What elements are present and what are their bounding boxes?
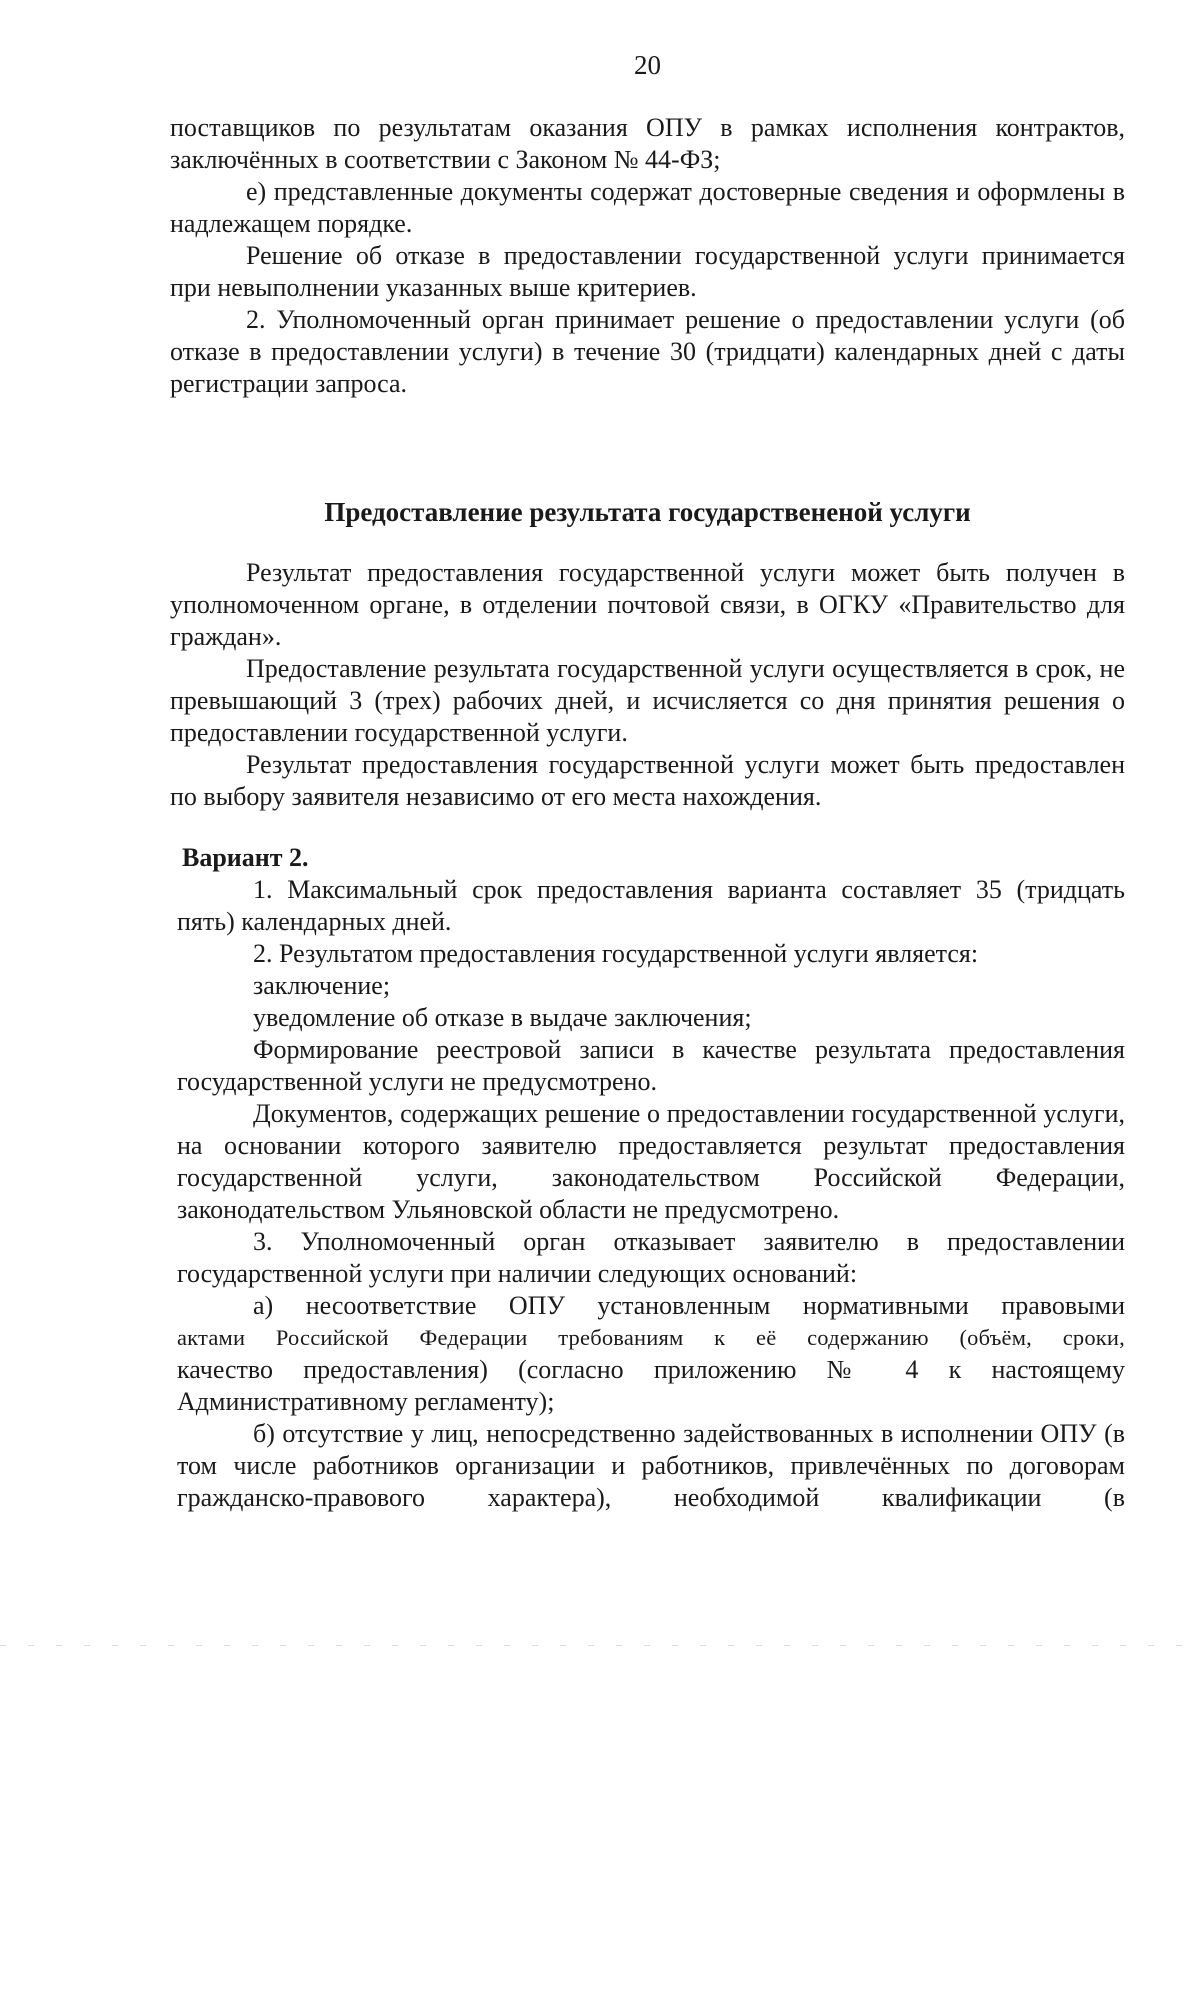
list-item-conclusion: заключение; [253, 971, 391, 1000]
scan-artifact-line [0, 1645, 1200, 1646]
paragraph-registry-record: Формирование реестровой записи в качестве результата предоставления государственной услуги не предусмотрено. [177, 1035, 1125, 1096]
paragraph-suppliers: поставщиков по результатам оказания ОПУ в рамках исполнения контрактов, заключённых в соответствии с Законом № 44-ФЗ; [170, 113, 1125, 174]
paragraph-result-is: 2. Результатом предоставления государственной услуги является: [253, 939, 979, 968]
paragraph-documents: Документов, содержащих решение о предоставлении государственной услуги, на основании которого заявителю предоставляется результат предоставления государственной услуги, законодательством Российской Федерации, законодательством Ульяновской области не предусмотрено. [177, 1099, 1125, 1224]
list-item-refusal-notice: уведомление об отказе в выдаче заключения; [253, 1003, 752, 1032]
top-section [170, 112, 1125, 400]
variant-title: Вариант 2. [182, 843, 309, 872]
paragraph-result-choice: Результат предоставления государственной услуги может быть предоставлен по выбору заявителя независимо от его места нахождения. [170, 750, 1125, 811]
paragraph-refusal-grounds: 3. Уполномоченный орган отказывает заявителю в предоставлении государственной услуги при наличии следующих оснований: [177, 1227, 1125, 1288]
paragraph-max-term: 1. Максимальный срок предоставления варианта составляет 35 (тридцать пять) календарных дней. [177, 875, 1125, 936]
paragraph-result-obtaining: Результат предоставления государственной услуги может быть получен в уполномоченном органе, в отделении почтовой связи, в ОГКУ «Правительство для граждан». [170, 558, 1125, 651]
paragraph-result-term: Предоставление результата государственной услуги осуществляется в срок, не превышающий 3 (трех) рабочих дней, и исчисляется со дня принятия решения о предоставлении государственной услуги. [170, 654, 1125, 747]
page-number: 20 [634, 50, 661, 80]
paragraph-item-e: е) представленные документы содержат достоверные сведения и оформлены в надлежащем порядке. [170, 177, 1125, 238]
paragraph-item-b: б) отсутствие у лиц, непосредственно задействованных в исполнении ОПУ (в том числе работников организации и работников, привлечённых по договорам гражданско-правового характера), необходимой квалификации (в [177, 1419, 1125, 1512]
paragraph-refusal-decision: Решение об отказе в предоставлении государственной услуги принимается при невыполнении указанных выше критериев. [170, 241, 1125, 302]
paragraph-item-a-line1: а) несоответствие ОПУ установленным нормативными правовыми [253, 1291, 1125, 1320]
variant-section [177, 842, 1125, 1514]
paragraph-item-a-line2: актами Российской Федерации требованиям к её содержанию (объём, сроки, [177, 1325, 1125, 1350]
section-heading: Предоставление результата государствененой услуги [324, 497, 971, 527]
paragraph-decision-term: 2. Уполномоченный орган принимает решение о предоставлении услуги (об отказе в предоставлении услуги) в течение 30 (тридцати) календарных дней с даты регистрации запроса. [170, 305, 1125, 398]
paragraph-item-a-line3: качество предоставления) (согласно приложению № 4 к настоящему Административному регламенту); [177, 1355, 1125, 1416]
result-section [170, 557, 1125, 813]
